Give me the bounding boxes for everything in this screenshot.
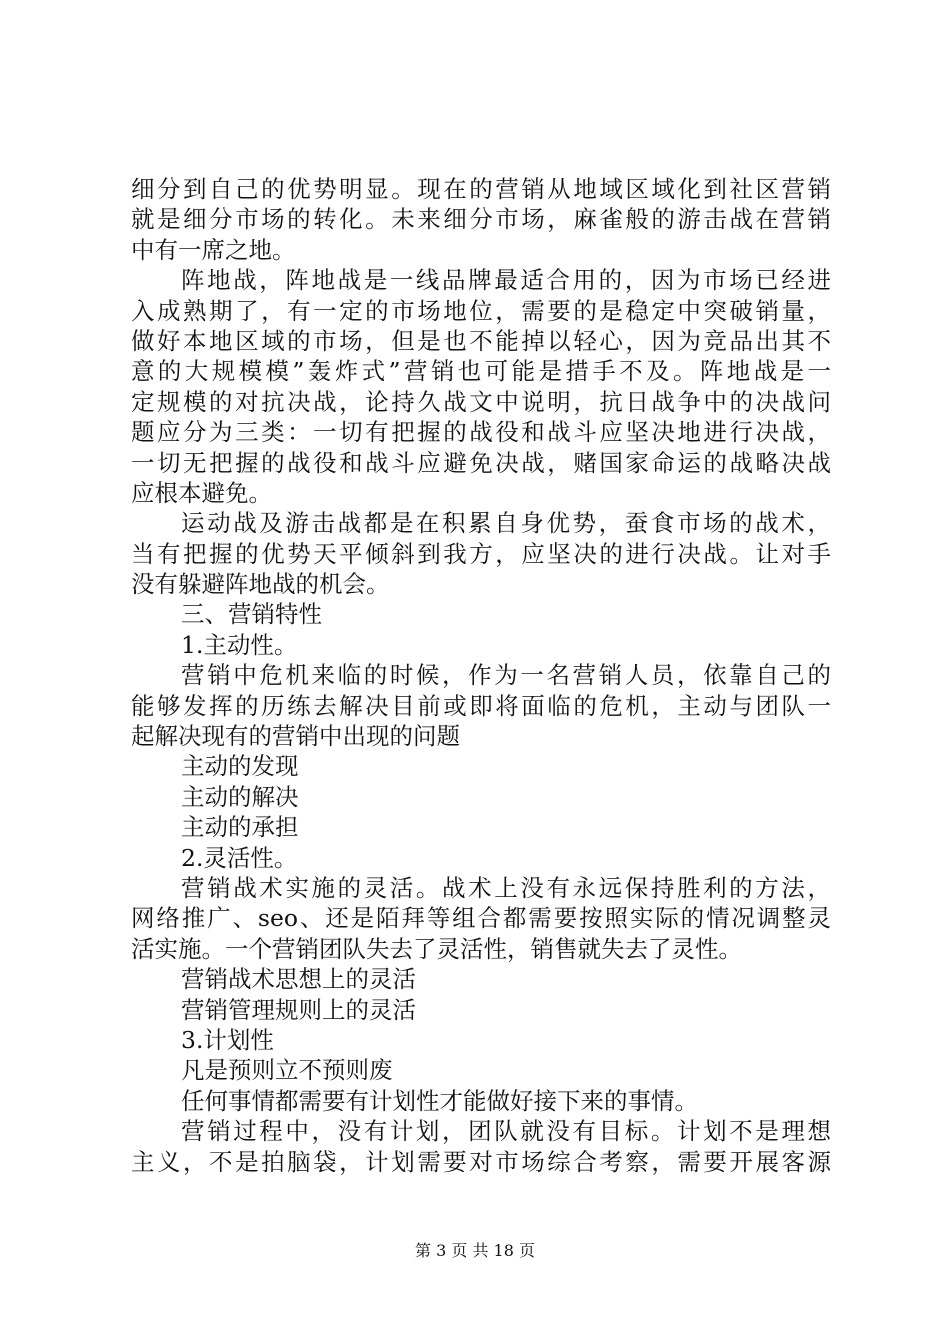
text-line: 营销过程中，没有计划，团队就没有目标。计划不是理想: [181, 1117, 831, 1146]
text-line: 意的大规模模”轰炸式”营销也可能是措手不及。阵地战是一: [131, 357, 831, 386]
text-line: 当有把握的优势天平倾斜到我方，应坚决的进行决战。让对手: [131, 539, 831, 568]
text-line: 一切无把握的战役和战斗应避免决战，赌国家命运的战略决战: [131, 448, 831, 477]
text-line: 凡是预则立不预则废: [181, 1056, 393, 1085]
text-line: 营销战术实施的灵活。战术上没有永远保持胜利的方法，: [181, 873, 831, 902]
text-line: 网络推广、seo、还是陌拜等组合都需要按照实际的情况调整灵: [131, 904, 831, 933]
text-line: 起解决现有的营销中出现的问题: [131, 722, 460, 751]
text-line: 入成熟期了，有一定的市场地位，需要的是稳定中突破销量，: [131, 296, 831, 325]
text-line: 中有一席之地。: [131, 235, 296, 264]
text-line: 题应分为三类：一切有把握的战役和战斗应坚决地进行决战，: [131, 418, 831, 447]
text-line: 任何事情都需要有计划性才能做好接下来的事情。: [181, 1086, 698, 1115]
text-line: 细分到自己的优势明显。现在的营销从地域区域化到社区营销: [131, 175, 831, 203]
text-line: 营销中危机来临的时候，作为一名营销人员，依靠自己的: [181, 661, 831, 690]
page-footer: 第 3 页 共 18 页: [415, 1241, 535, 1260]
text-line: 主动的承担: [181, 813, 299, 842]
text-line: 主义，不是拍脑袋，计划需要对市场综合考察，需要开展客源: [131, 1147, 831, 1176]
text-line: 就是细分市场的转化。未来细分市场，麻雀般的游击战在营销: [131, 205, 831, 234]
text-line: 阵地战，阵地战是一线品牌最适合用的，因为市场已经进: [181, 266, 831, 295]
text-line: 运动战及游击战都是在积累自身优势，蚕食市场的战术，: [181, 509, 831, 538]
text-line: 2.灵活性。: [181, 843, 298, 872]
text-line: 3.计划性: [181, 1025, 274, 1054]
text-line: 没有躲避阵地战的机会。: [131, 570, 390, 599]
text-line: 1.主动性。: [181, 630, 298, 659]
text-line: 主动的发现: [181, 752, 299, 781]
text-line: 主动的解决: [181, 782, 299, 811]
text-line: 活实施。一个营销团队失去了灵活性，销售就失去了灵性。: [131, 934, 742, 963]
text-line: 营销管理规则上的灵活: [181, 995, 416, 1024]
document-body: [131, 174, 831, 1177]
text-line: 定规模的对抗决战，论持久战文中说明，抗日战争中的决战问: [131, 387, 831, 416]
text-line: 做好本地区域的市场，但是也不能掉以轻心，因为竞品出其不: [131, 326, 831, 355]
text-line: 能够发挥的历练去解决目前或即将面临的危机，主动与团队一: [131, 691, 831, 720]
text-line: 三、营销特性: [181, 600, 322, 629]
text-line: 应根本避免。: [131, 478, 272, 507]
text-line: 营销战术思想上的灵活: [181, 965, 416, 994]
